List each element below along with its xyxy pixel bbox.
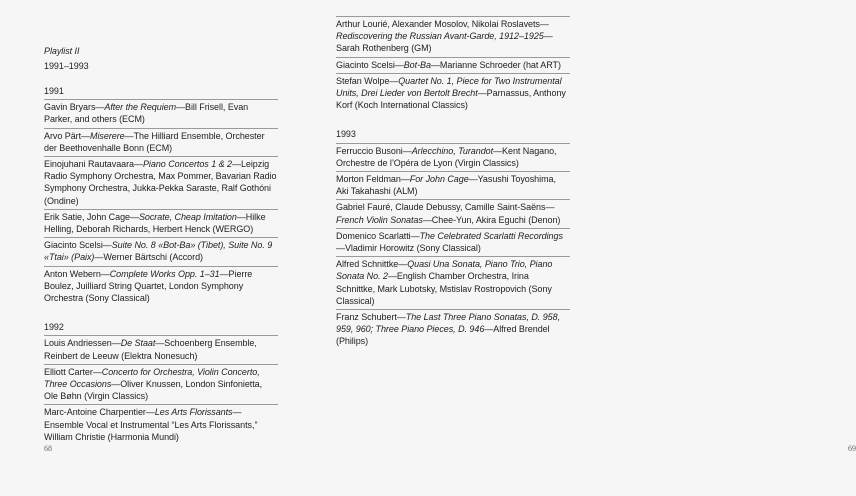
entry-performers: English Chamber Orchestra, Irina Schnittke, Mark Lubotsky, Mstislav Rostropovich (Sony Classical) [336, 271, 552, 306]
entry-composer: Anton Webern [44, 268, 101, 279]
entry-separator: — [155, 338, 165, 349]
entry-work-title: Socrate, Cheap Imitation [138, 211, 237, 222]
list-item [44, 405, 278, 445]
entry-work-title: Quartet No. 1, Piece for Two Instrumental Units, Drei Lieder von Bertolt Brecht [336, 75, 562, 99]
playlist-title: Playlist II [44, 46, 80, 56]
entry-work-title: For John Cage [409, 174, 469, 185]
list-item [44, 336, 278, 364]
list-item [44, 365, 278, 406]
entry-separator: — [468, 174, 478, 185]
year-section-1992 [44, 321, 278, 445]
entry-performers: Bill Frisell, Evan Parker, and others (ECM) [44, 102, 249, 125]
entry-performers: Vladimir Horowitz (Sony Classical) [344, 243, 481, 254]
list-item [336, 144, 570, 172]
entry-work-title: Arlecchino, Turandot [411, 145, 494, 156]
entry-performers: Hilke Helling, Deborah Richards, Herbert Henck (WERGO) [44, 211, 266, 235]
entry-separator: — [124, 130, 134, 141]
list-item [336, 172, 570, 200]
right-year-sections [336, 128, 570, 349]
entry-composer: Alfred Schnittke [336, 259, 399, 270]
entry-separator: — [477, 88, 487, 99]
left-column [44, 45, 278, 445]
left-page [0, 0, 300, 496]
entry-separator: — [100, 268, 110, 279]
entry-work-title: De Staat [120, 338, 156, 349]
page-number-left: 68 [44, 444, 52, 453]
entry-separator: — [402, 145, 412, 156]
entry-composer: Einojuhani Rautavaara [44, 159, 135, 170]
entry-performers: Oliver Knussen, London Sinfonietta, Ole Bøhn (Virgin Classics) [44, 379, 263, 402]
entry-separator: — [134, 159, 143, 170]
entry-performers: Pierre Boulez, Juilliard String Quartet, London Symphony Orchestra (Sony Classical) [44, 268, 253, 304]
entry-separator: — [176, 102, 186, 113]
entry-separator: — [236, 211, 246, 222]
entry-performers: Schoenberg Ensemble, Reinbert de Leeuw (Elektra Nonesuch) [44, 338, 257, 361]
entry-work-title: Suite No. 8 «Bot-Ba» (Tibet), Suite No. 9 «Ttai» (Paix) [44, 240, 273, 263]
entry-performers: The Hilliard Ensemble, Orchester der Beethovenhalle Bonn (ECM) [44, 130, 265, 153]
entry-performers: Werner Bärtschi (Accord) [103, 252, 203, 263]
entry-separator: — [336, 243, 345, 254]
entry-separator: — [539, 19, 549, 29]
entry-separator: — [484, 324, 494, 335]
entry-separator: — [389, 75, 399, 86]
list-item [336, 17, 570, 58]
list-item [44, 129, 278, 157]
entry-separator: — [387, 271, 397, 282]
entry-separator: — [81, 130, 91, 141]
entry-composer: Giacinto Scelsi [336, 59, 395, 70]
entry-composer: Arthur Lourié, Alexander Mosolov, Nikolai Roslavets [336, 19, 540, 29]
entry-separator: — [394, 59, 404, 70]
entry-work-title: Piano Concertos 1 & 2 [142, 159, 232, 170]
list-item [44, 238, 278, 266]
list-item [44, 267, 278, 307]
page-number-right: 69 [848, 444, 856, 453]
entry-separator: — [400, 174, 410, 185]
year-heading: 1991 [44, 85, 278, 100]
entry-separator: — [410, 230, 420, 241]
entry-separator: — [102, 240, 112, 251]
entry-work-title: French Violin Sonatas [336, 214, 423, 225]
entry-work-title: Rediscovering the Russian Avant-Garde, 1912–1925 [336, 31, 544, 42]
entry-separator: — [493, 145, 503, 156]
entry-work-title: Complete Works Opp. 1–31 [109, 268, 220, 279]
entry-work-title: Miserere [90, 130, 125, 141]
right-column [336, 16, 570, 350]
entry-separator: — [232, 407, 242, 418]
entry-separator: — [94, 252, 104, 263]
list-item [336, 310, 570, 350]
entry-work-title: The Last Three Piano Sonatas, D. 958, 959, 960; Three Piano Pieces, D. 946 [336, 312, 561, 335]
entry-performers: Leipzig Radio Symphony Orchestra, Max Pommer, Bavarian Radio Symphony Orchestra, Jukka-Pekka Saraste, Ralf Gothóni (Ondine) [44, 159, 277, 206]
entry-separator: — [95, 102, 105, 113]
entry-composer: Domenico Scarlatti [336, 230, 411, 241]
playlist-date-range: 1991–1993 [44, 61, 89, 71]
year-heading: 1992 [44, 321, 278, 336]
entry-performers: Marianne Schroeder (hat ART) [439, 59, 561, 70]
entry-work-title: Quasi Una Sonata, Piano Trio, Piano Sonata No. 2 [336, 259, 553, 282]
list-item [336, 257, 570, 310]
entry-composer: Ferruccio Busoni [336, 145, 403, 156]
entry-list [44, 336, 278, 445]
entry-performers: Parnassus, Anthony Korf (Koch International Classics) [336, 88, 566, 111]
left-year-sections [44, 85, 278, 445]
entry-work-title: The Celebrated Scarlatti Recordings [419, 230, 563, 241]
entry-composer: Stefan Wolpe [336, 75, 390, 86]
list-item [336, 58, 570, 74]
entry-work-title: Les Arts Florissants [154, 407, 233, 418]
entry-performers: Yasushi Toyoshima, Aki Takahashi (ALM) [336, 174, 556, 197]
entry-composer: Marc-Antoine Charpentier [44, 407, 146, 418]
entry-separator: — [543, 31, 553, 42]
entry-composer: Gabriel Fauré, Claude Debussy, Camille Saint-Saëns [336, 202, 546, 213]
entry-composer: Arvo Pärt [44, 130, 82, 141]
entry-separator: — [111, 338, 121, 349]
entry-separator: — [92, 366, 102, 377]
entry-performers: Alfred Brendel (Philips) [336, 324, 550, 347]
entry-separator: — [111, 379, 121, 390]
entry-separator: — [231, 159, 241, 170]
list-item [336, 229, 570, 257]
entry-composer: Franz Schubert [336, 312, 397, 323]
entry-separator: — [396, 312, 406, 323]
list-item [336, 74, 570, 114]
right-page [300, 0, 856, 496]
list-item [44, 210, 278, 238]
list-item [44, 100, 278, 128]
entry-performers: Ensemble Vocal et Instrumental “Les Arts Florissants,” William Christie (Harmonia Mundi) [44, 419, 258, 442]
entry-composer: Louis Andriessen [44, 338, 112, 349]
year-section-1991 [44, 85, 278, 306]
entry-composer: Gavin Bryars [44, 102, 96, 113]
entry-separator: — [422, 214, 432, 225]
entry-separator: — [219, 268, 229, 279]
entry-separator: — [145, 407, 155, 418]
entry-performers: Chee-Yun, Akira Eguchi (Denon) [431, 214, 561, 225]
entry-list [336, 144, 570, 350]
entry-performers: Sarah Rothenberg (GM) [336, 43, 432, 54]
entry-work-title: Concerto for Orchestra, Violin Concerto, Three Occasions [44, 366, 260, 390]
entry-separator: — [545, 202, 555, 213]
entry-work-title: Bot-Ba [403, 59, 431, 70]
entry-composer: Morton Feldman [336, 174, 401, 185]
entry-performers: Kent Nagano, Orchestre de l’Opéra de Lyon (Virgin Classics) [336, 145, 557, 168]
year-heading: 1993 [336, 128, 570, 143]
year-section-1993 [336, 128, 570, 349]
entry-separator: — [430, 59, 440, 70]
entry-composer: Giacinto Scelsi [44, 240, 103, 251]
list-item [336, 200, 570, 228]
entry-composer: Elliott Carter [44, 366, 93, 377]
entry-list [44, 100, 278, 306]
entry-separator: — [398, 259, 408, 270]
entry-work-title: After the Requiem [104, 102, 177, 113]
list-item [44, 157, 278, 210]
entry-separator: — [130, 211, 139, 222]
continued-entries-1992 [336, 16, 570, 113]
entry-composer: Erik Satie, John Cage [44, 211, 130, 222]
